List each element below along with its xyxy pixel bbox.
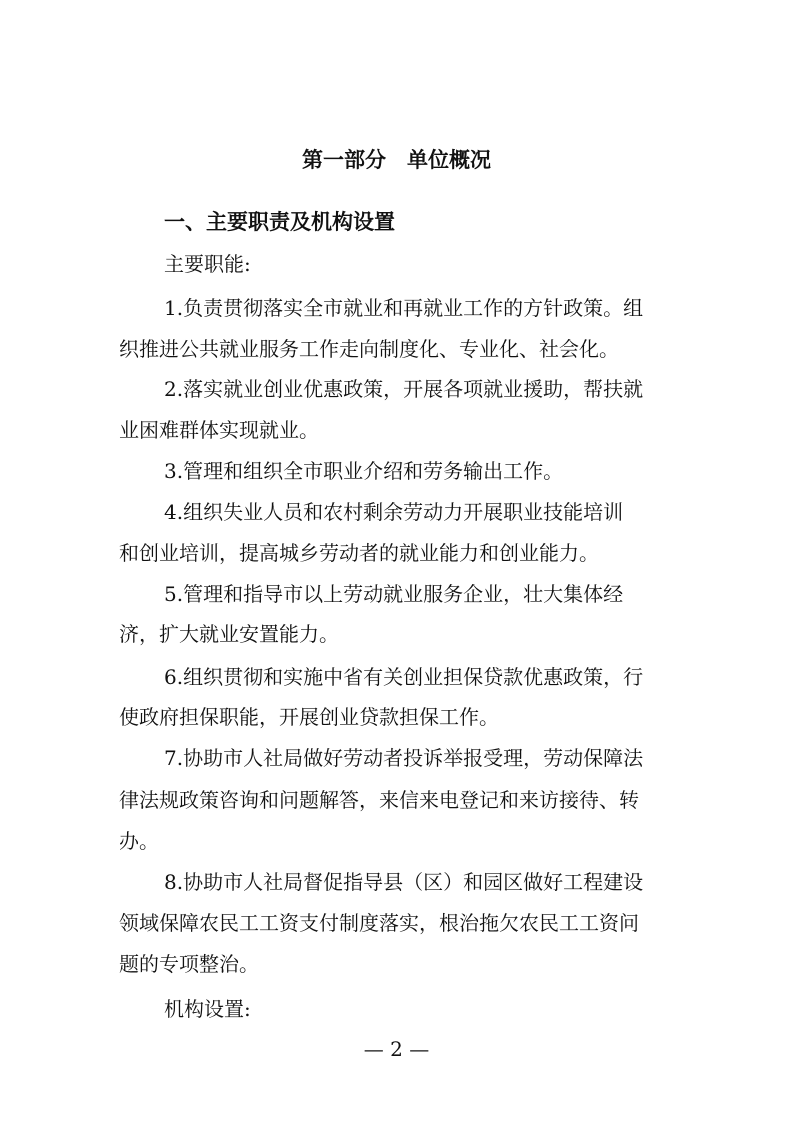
- section-heading: 一、主要职责及机构设置: [164, 210, 395, 234]
- duty-item-6-line-2: 使政府担保职能，开展创业贷款担保工作。: [119, 705, 499, 729]
- page-title: 第一部分 单位概况: [302, 148, 491, 172]
- duties-label: 主要职能:: [164, 252, 251, 276]
- page-number: — 2 —: [363, 1037, 430, 1061]
- duty-item-8-line-3: 题的专项整治。: [119, 952, 259, 976]
- duty-item-1-line-2: 织推进公共就业服务工作走向制度化、专业化、社会化。: [119, 337, 619, 361]
- duty-item-4-line-2: 和创业培训，提高城乡劳动者的就业能力和创业能力。: [119, 541, 599, 565]
- duty-item-4-line-1: 4.组织失业人员和农村剩余劳动力开展职业技能培训: [164, 500, 624, 524]
- duty-item-5-line-2: 济，扩大就业安置能力。: [119, 622, 339, 646]
- duty-item-7-line-1: 7.协助市人社局做好劳动者投诉举报受理，劳动保障法: [164, 746, 644, 770]
- duty-item-8-line-2: 领域保障农民工工资支付制度落实，根治拖欠农民工工资问: [119, 911, 639, 935]
- duty-item-7-line-3: 办。: [119, 829, 159, 853]
- duty-item-7-line-2: 律法规政策咨询和问题解答，来信来电登记和来访接待、转: [119, 788, 639, 812]
- duty-item-1-line-1: 1.负责贯彻落实全市就业和再就业工作的方针政策。组: [164, 296, 644, 320]
- duty-item-2-line-1: 2.落实就业创业优惠政策，开展各项就业援助，帮扶就: [164, 377, 644, 401]
- duty-item-6-line-1: 6.组织贯彻和实施中省有关创业担保贷款优惠政策，行: [164, 665, 644, 689]
- duty-item-5-line-1: 5.管理和指导市以上劳动就业服务企业，壮大集体经: [164, 582, 624, 606]
- duty-item-8-line-1: 8.协助市人社局督促指导县（区）和园区做好工程建设: [164, 870, 644, 894]
- org-label: 机构设置:: [164, 997, 251, 1021]
- duty-item-3-line-1: 3.管理和组织全市职业介绍和劳务输出工作。: [164, 459, 564, 483]
- duty-item-2-line-2: 业困难群体实现就业。: [119, 418, 319, 442]
